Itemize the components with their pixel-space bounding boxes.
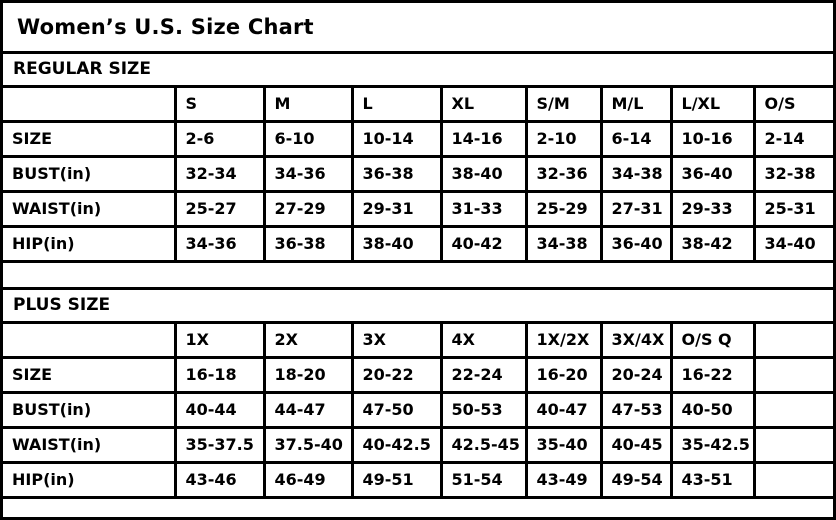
table-row [3,428,833,463]
table-cell: 49-54 [601,463,671,498]
table-cell [754,463,833,498]
table-cell: 44-47 [264,393,352,428]
table-cell: 31-33 [441,192,526,227]
table-cell: 34-36 [264,157,352,192]
table-cell: 47-50 [352,393,441,428]
table-cell: 36-38 [352,157,441,192]
table-cell: 32-34 [175,157,264,192]
table-cell: 46-49 [264,463,352,498]
section-label-regular: REGULAR SIZE [13,59,151,79]
table-cell: 43-51 [671,463,754,498]
table-header-cell: M/L [601,88,671,122]
table-cell [754,428,833,463]
table-header-cell [3,324,175,358]
row-label: HIP(in) [3,463,175,498]
section-gap [3,263,833,287]
table-cell: 22-24 [441,358,526,393]
table-cell: 40-47 [526,393,601,428]
table-header-cell: O/S Q [671,324,754,358]
table-cell: 38-40 [441,157,526,192]
table-header-row [3,324,833,358]
table-cell: 34-38 [601,157,671,192]
table-cell: 34-38 [526,227,601,262]
table-cell: 32-36 [526,157,601,192]
table-header-cell: 1X/2X [526,324,601,358]
table-cell: 40-42.5 [352,428,441,463]
table-cell: 2-6 [175,122,264,157]
table-cell [754,393,833,428]
table-cell: 14-16 [441,122,526,157]
table-cell: 6-10 [264,122,352,157]
row-label: WAIST(in) [3,192,175,227]
table-cell: 51-54 [441,463,526,498]
table-cell: 40-42 [441,227,526,262]
table-cell: 20-24 [601,358,671,393]
table-cell: 40-50 [671,393,754,428]
table-cell: 20-22 [352,358,441,393]
row-label: BUST(in) [3,393,175,428]
table-cell: 2-14 [754,122,833,157]
table-cell: 10-16 [671,122,754,157]
table-cell: 38-40 [352,227,441,262]
table-row [3,358,833,393]
table-cell: 16-20 [526,358,601,393]
table-row [3,192,833,227]
table-cell: 34-36 [175,227,264,262]
row-label: SIZE [3,122,175,157]
table-header-cell: 3X [352,324,441,358]
table-header-cell: 3X/4X [601,324,671,358]
table-cell: 42.5-45 [441,428,526,463]
table-cell: 37.5-40 [264,428,352,463]
table-header-cell: S [175,88,264,122]
table-cell: 47-53 [601,393,671,428]
plus-size-table [3,324,833,499]
table-row [3,227,833,262]
table-cell: 35-42.5 [671,428,754,463]
table-row [3,393,833,428]
table-cell: 2-10 [526,122,601,157]
table-cell: 36-40 [601,227,671,262]
table-header-cell: M [264,88,352,122]
table-cell: 16-22 [671,358,754,393]
table-header-cell: S/M [526,88,601,122]
table-row [3,122,833,157]
table-cell: 34-40 [754,227,833,262]
page-title: Women’s U.S. Size Chart [17,15,314,39]
row-label: BUST(in) [3,157,175,192]
row-label: SIZE [3,358,175,393]
table-header-cell: L [352,88,441,122]
table-cell: 27-31 [601,192,671,227]
row-label: HIP(in) [3,227,175,262]
table-cell: 25-27 [175,192,264,227]
table-cell: 25-29 [526,192,601,227]
table-cell: 36-38 [264,227,352,262]
table-cell: 32-38 [754,157,833,192]
table-cell: 40-44 [175,393,264,428]
table-cell: 29-31 [352,192,441,227]
table-cell: 10-14 [352,122,441,157]
table-header-cell: XL [441,88,526,122]
table-header-row [3,88,833,122]
table-cell: 36-40 [671,157,754,192]
table-header-cell: L/XL [671,88,754,122]
table-cell: 27-29 [264,192,352,227]
table-cell: 6-14 [601,122,671,157]
table-cell [754,358,833,393]
regular-size-table [3,88,833,263]
table-header-cell: 1X [175,324,264,358]
table-header-cell [754,324,833,358]
table-cell: 18-20 [264,358,352,393]
table-header-cell: O/S [754,88,833,122]
table-cell: 29-33 [671,192,754,227]
table-cell: 35-40 [526,428,601,463]
table-cell: 40-45 [601,428,671,463]
table-cell: 43-46 [175,463,264,498]
table-cell: 50-53 [441,393,526,428]
table-cell: 38-42 [671,227,754,262]
table-header-cell: 4X [441,324,526,358]
table-row [3,157,833,192]
table-cell: 43-49 [526,463,601,498]
table-header-cell [3,88,175,122]
table-header-cell: 2X [264,324,352,358]
table-cell: 16-18 [175,358,264,393]
table-row [3,463,833,498]
table-cell: 49-51 [352,463,441,498]
table-cell: 35-37.5 [175,428,264,463]
row-label: WAIST(in) [3,428,175,463]
table-cell: 25-31 [754,192,833,227]
section-label-plus: PLUS SIZE [13,295,111,315]
